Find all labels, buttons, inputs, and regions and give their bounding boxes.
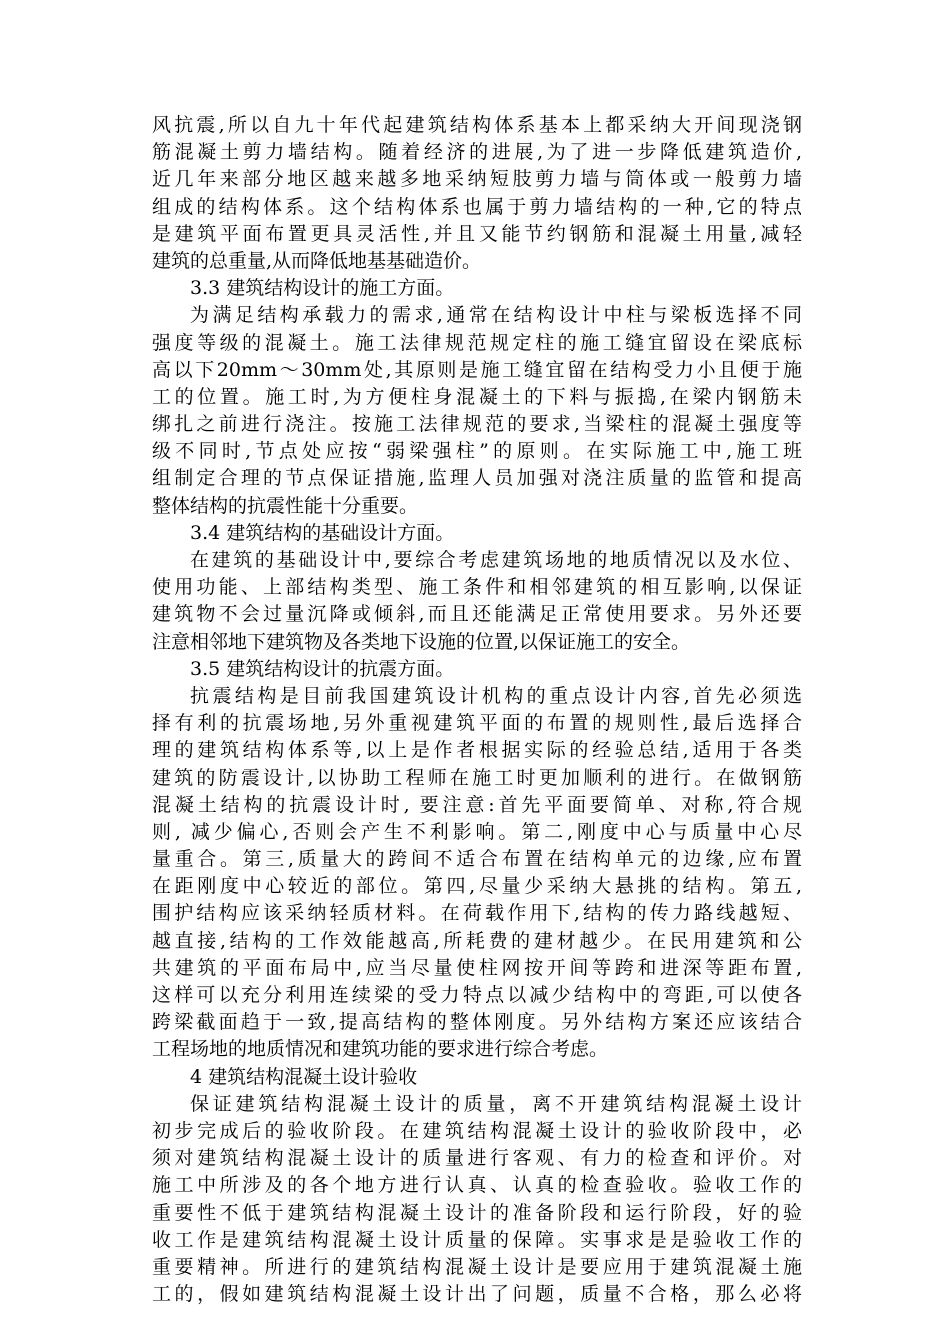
paragraph-line: 重要精神。所进行的建筑结构混凝土设计是要应用于建筑混凝土施 — [152, 1255, 802, 1278]
paragraph-line: 整体结构的抗震性能十分重要。 — [152, 494, 419, 517]
paragraph-line: 建筑的防震设计,以协助工程师在施工时更加顺利的进行。在做钢筋 — [152, 766, 802, 789]
paragraph-line: 抗震结构是目前我国建筑设计机构的重点设计内容,首先必须选 — [190, 684, 802, 707]
paragraph-line: 共建筑的平面布局中,应当尽量使柱网按开间等跨和进深等距布置, — [152, 956, 802, 979]
paragraph-line: 使用功能、上部结构类型、施工条件和相邻建筑的相互影响,以保证 — [152, 576, 802, 599]
paragraph-line: 组成的结构体系。这个结构体系也属于剪力墙结构的一种,它的特点 — [152, 195, 802, 218]
paragraph-line: 这样可以充分利用连续梁的受力特点以减少结构中的弯距,可以使各 — [152, 984, 802, 1006]
paragraph-line: 则, 减少偏心,否则会产生不利影响。第二,刚度中心与质量中心尽 — [152, 820, 802, 843]
paragraph-line: 工程场地的地质情况和建筑功能的要求进行综合考虑。 — [152, 1038, 609, 1061]
paragraph-line: 工的位置。施工时,为方便柱身混凝土的下料与振捣,在梁内钢筋未 — [152, 385, 802, 408]
paragraph-line: 注意相邻地下建筑物及各类地下设施的位置,以保证施工的安全。 — [152, 630, 691, 653]
paragraph-line: 重要性不低于建筑结构混凝土设计的准备阶段和运行阶段，好的验 — [152, 1201, 802, 1224]
section-heading-3-3: 3.3 建筑结构设计的施工方面。 — [190, 277, 455, 300]
paragraph-line: 保证建筑结构混凝土设计的质量，离不开建筑结构混凝土设计 — [190, 1092, 802, 1115]
paragraph-line: 强度等级的混凝土。施工法律规范规定柱的施工缝宜留设在梁底标 — [152, 331, 802, 354]
document-body — [152, 112, 802, 1308]
paragraph-line: 高以下20mm～30mm处,其原则是施工缝宜留在结构受力小且便于施 — [152, 358, 802, 381]
paragraph-line: 筋混凝土剪力墙结构。随着经济的进展,为了进一步降低建筑造价, — [152, 141, 802, 164]
section-heading-3-5: 3.5 建筑结构设计的抗震方面。 — [190, 657, 455, 680]
paragraph-line: 在建筑的基础设计中,要综合考虑建筑场地的地质情况以及水位、 — [190, 549, 802, 571]
paragraph-line: 工的，假如建筑结构混凝土设计出了问题，质量不合格，那么必将 — [152, 1283, 802, 1306]
paragraph-line: 跨梁截面趋于一致,提高结构的整体刚度。另外结构方案还应该结合 — [152, 1011, 802, 1034]
paragraph-line: 量重合。第三,质量大的跨间不适合布置在结构单元的边缘,应布置 — [152, 848, 802, 871]
paragraph-line: 级不同时,节点处应按“弱梁强柱”的原则。在实际施工中,施工班 — [152, 440, 802, 463]
paragraph-line: 风抗震,所以自九十年代起建筑结构体系基本上都采纳大开间现浇钢 — [152, 114, 802, 136]
paragraph-line: 建筑的总重量,从而降低地基基础造价。 — [152, 249, 482, 272]
section-heading-3-4: 3.4 建筑结构的基础设计方面。 — [190, 521, 455, 544]
paragraph-line: 是建筑平面布置更具灵活性,并且又能节约钢筋和混凝土用量,减轻 — [152, 222, 802, 245]
paragraph-line: 收工作是建筑结构混凝土设计质量的保障。实事求是是验收工作的 — [152, 1228, 802, 1251]
paragraph-line: 须对建筑结构混凝土设计的质量进行客观、有力的检查和评价。对 — [152, 1147, 802, 1170]
paragraph-line: 混凝土结构的抗震设计时, 要注意:首先平面要简单、对称,符合规 — [152, 793, 802, 816]
paragraph-line: 初步完成后的验收阶段。在建筑结构混凝土设计的验收阶段中，必 — [152, 1119, 802, 1142]
paragraph-line: 围护结构应该采纳轻质材料。在荷载作用下,结构的传力路线越短、 — [152, 902, 802, 925]
paragraph-line: 越直接,结构的工作效能越高,所耗费的建材越少。在民用建筑和公 — [152, 929, 802, 952]
paragraph-line: 择有利的抗震场地,另外重视建筑平面的布置的规则性,最后选择合 — [152, 712, 802, 735]
paragraph-line: 绑扎之前进行浇注。按施工法律规范的要求,当梁柱的混凝土强度等 — [152, 413, 802, 436]
paragraph-line: 施工中所涉及的各个地方进行认真、认真的检查验收。验收工作的 — [152, 1174, 802, 1197]
paragraph-line: 建筑物不会过量沉降或倾斜,而且还能满足正常使用要求。另外还要 — [152, 603, 802, 626]
paragraph-line: 近几年来部分地区越来越多地采纳短肢剪力墙与筒体或一般剪力墙 — [152, 168, 802, 191]
section-heading-4: 4 建筑结构混凝土设计验收 — [190, 1065, 418, 1088]
paragraph-line: 理的建筑结构体系等,以上是作者根据实际的经验总结,适用于各类 — [152, 739, 802, 762]
paragraph-line: 组制定合理的节点保证措施,监理人员加强对浇注质量的监管和提高 — [152, 467, 802, 490]
paragraph-line: 在距刚度中心较近的部位。第四,尽量少采纳大悬挑的结构。第五, — [152, 875, 802, 898]
paragraph-line: 为满足结构承载力的需求,通常在结构设计中柱与梁板选择不同 — [190, 304, 802, 327]
